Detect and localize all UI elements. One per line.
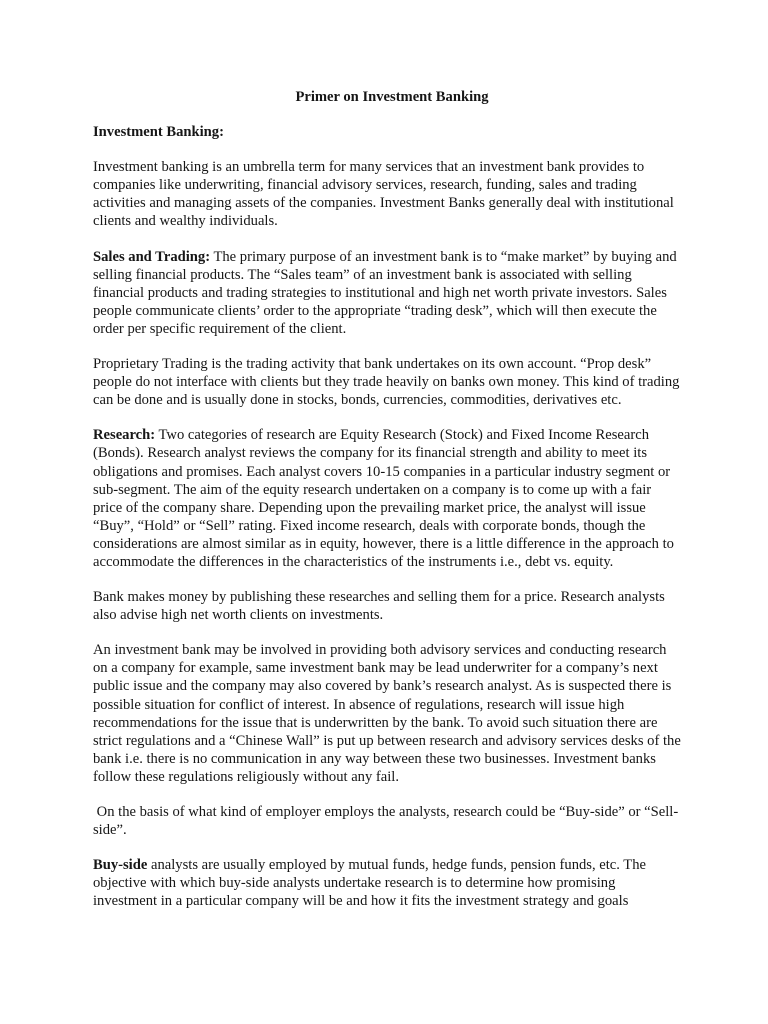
paragraph-buy-side xyxy=(93,856,683,910)
paragraph-bank-money: Bank makes money by publishing these researches and selling them for a price. Research analysts also advise high net worth clients on investments. xyxy=(93,589,665,624)
sales-trading-text: The primary purpose of an investment bank is to “make market” by buying and selling financial products. The “Sales team” of an investment bank is associated with selling financial products and trading strategies to institutional and high net worth private investors. Sales people communicate clients’ order to the appropriate “trading desk”, which will then execute the order per specific requirement of the client. xyxy=(93,248,677,337)
document-page xyxy=(93,88,683,927)
section-heading: Investment Banking: xyxy=(93,124,224,141)
paragraph-research xyxy=(93,426,683,571)
paragraph-proprietary-trading: Proprietary Trading is the trading activity that bank undertakes on its own account. “Prop desk” people do not interface with clients but they trade heavily on banks own money. This kind of trading can be done and is usually done in stocks, bonds, currencies, commodities, derivatives etc. xyxy=(93,356,680,409)
paragraph-intro: Investment banking is an umbrella term for many services that an investment bank provides to companies like underwriting, financial advisory services, research, funding, sales and trading activities and managing assets of the companies. Investment Banks generally deal with institutional clients and wealthy individuals. xyxy=(93,159,674,230)
paragraph-sales-trading xyxy=(93,248,683,338)
buy-side-label: Buy-side xyxy=(93,857,148,874)
document-title: Primer on Investment Banking xyxy=(295,89,489,105)
research-text: Two categories of research are Equity Research (Stock) and Fixed Income Research (Bonds). Research analyst reviews the company for its financial strength and ability to meet its obligations and promises. Each analyst covers 10-15 companies in a particular industry segment or sub-segment. The aim of the equity research undertaken on a company is to come up with a fair price of the company share. Depending upon the prevailing market price, the analyst will issue “Buy”, “Hold” or “Sell” rating. Fixed income research, deals with corporate bonds, though the considerations are almost similar as in equity, however, there is a little difference in the approach to accommodate the differences in the characteristics of the instruments i.e., debt vs. equity. xyxy=(93,427,674,570)
paragraph-buy-sell-side: On the basis of what kind of employer employs the analysts, research could be “Buy-side” or “Sell-side”. xyxy=(93,804,679,839)
paragraph-conflict-of-interest: An investment bank may be involved in providing both advisory services and conducting research on a company for example, same investment bank may be lead underwriter for a company’s next public issue and the company may also covered by bank’s research analyst. As is suspected there is possible situation for conflict of interest. In absence of regulations, research will issue high recommendations for the issue that is underwritten by the bank. To avoid such situation there are strict regulations and a “Chinese Wall” is put up between research and advisory services desks of the bank i.e. there is no communication in any way between these two businesses. Investment banks follow these regulations religiously without any fail. xyxy=(93,642,681,785)
research-label: Research: xyxy=(93,427,156,444)
sales-trading-label: Sales and Trading: xyxy=(93,248,211,265)
buy-side-text: analysts are usually employed by mutual funds, hedge funds, pension funds, etc. The objective with which buy-side analysts undertake research is to determine how promising investment in a particular company will be and how it fits the investment strategy and goals xyxy=(93,857,646,910)
